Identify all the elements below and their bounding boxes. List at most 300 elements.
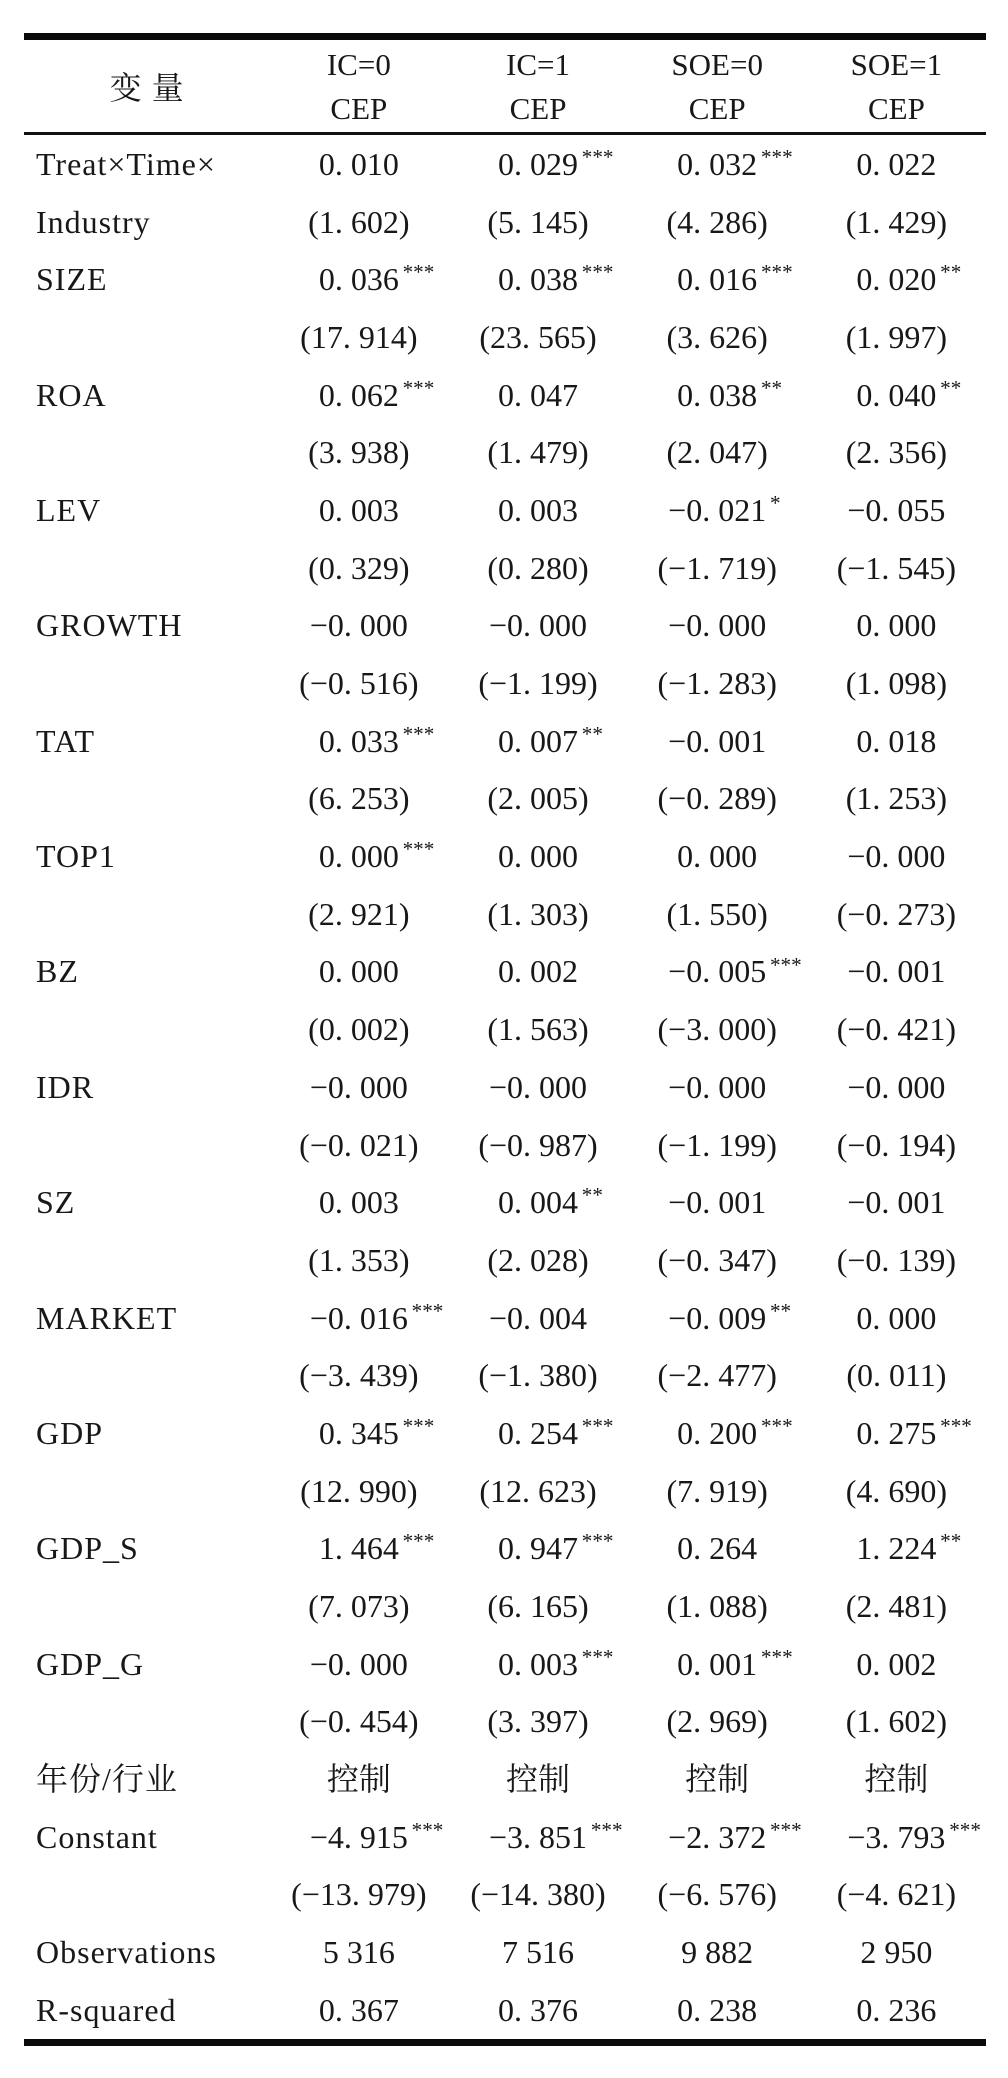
cell-value: −0. 016 ***: [309, 1298, 444, 1336]
cell-value: [807, 1000, 986, 1058]
cell-number: (2. 047): [666, 434, 768, 471]
cell-number: 0. 040: [856, 376, 937, 413]
cell-number: −0. 000: [309, 1645, 408, 1682]
cell-number: 0. 376: [498, 1991, 578, 2028]
header-row: [24, 37, 986, 134]
cell-number: (−14. 380): [470, 1876, 606, 1913]
cell-value: 0. 040 **: [856, 375, 962, 413]
cell-value: [628, 1750, 807, 1808]
cell-number: 1. 464: [318, 1530, 399, 1567]
row-label: BZ: [36, 953, 79, 990]
cell-number: (2. 356): [845, 434, 948, 471]
cell-number: (3. 938): [308, 434, 410, 471]
cell-number: −0. 001: [847, 1184, 946, 1221]
cell-value: [628, 827, 807, 885]
cell-number: (1. 479): [487, 434, 589, 471]
table-row: [24, 597, 986, 655]
cell-number: (1. 602): [308, 203, 410, 240]
cell-value: [628, 654, 807, 712]
header-variable: [24, 37, 269, 134]
cell-number: (−0. 289): [657, 780, 777, 817]
cell-value: [807, 885, 986, 943]
table-row: [24, 1346, 986, 1404]
cell-value: [269, 1000, 448, 1058]
cell-value: [628, 1058, 807, 1116]
row-label: [24, 1000, 269, 1058]
row-label: IDR: [36, 1068, 95, 1105]
cell-number: −0. 005: [668, 953, 767, 990]
cell-number: (−0. 421): [836, 1011, 957, 1048]
cell-value: [628, 885, 807, 943]
cell-value: [448, 1923, 627, 1981]
row-label: [24, 308, 269, 366]
table-row: [24, 654, 986, 712]
cell-value: [448, 366, 627, 424]
cell-number: (7. 919): [666, 1472, 768, 1509]
cell-number: 1. 224: [856, 1530, 937, 1567]
cell-number: (−0. 273): [836, 895, 957, 932]
cell-value: [628, 423, 807, 481]
cell-number: 0. 029: [498, 145, 578, 182]
table-row: [24, 770, 986, 828]
cell-number: −0. 004: [488, 1299, 588, 1336]
cell-number: 0. 033: [318, 722, 399, 759]
cell-number: −3. 793: [847, 1818, 946, 1855]
dep-var-label: CEP: [688, 90, 746, 126]
table-row: [24, 885, 986, 943]
cell-number: 0. 038: [677, 376, 758, 413]
cell-value: [807, 134, 986, 193]
cell-number: 控制: [506, 1761, 571, 1798]
cell-number: (−1. 199): [657, 1126, 777, 1163]
cell-number: 0. 947: [498, 1530, 578, 1567]
cell-value: [448, 597, 627, 655]
cell-value: 0. 033 ***: [318, 721, 435, 759]
cell-number: (−0. 454): [299, 1703, 419, 1740]
cell-number: −0. 000: [488, 607, 588, 644]
table-row: [24, 1000, 986, 1058]
cell-number: 0. 022: [856, 145, 937, 182]
table-row: [24, 1173, 986, 1231]
row-label: Treat×Time×: [36, 145, 216, 182]
cell-number: (−0. 347): [657, 1241, 777, 1278]
row-label: [24, 1462, 269, 1520]
cell-value: [807, 1462, 986, 1520]
cell-value: [269, 134, 448, 193]
cell-number: 0. 275: [856, 1414, 937, 1451]
cell-value: [448, 1462, 627, 1520]
cell-number: 0. 018: [856, 722, 937, 759]
cell-value: [807, 193, 986, 251]
cell-value: 0. 254 ***: [498, 1414, 614, 1451]
cell-value: 0. 275 ***: [856, 1414, 972, 1451]
cell-value: [807, 481, 986, 539]
table-row: [24, 1635, 986, 1693]
cell-value: [269, 1635, 448, 1693]
cell-number: (6. 165): [487, 1588, 589, 1625]
cell-number: 0. 000: [318, 953, 399, 990]
row-label: [24, 1577, 269, 1635]
cell-number: −0. 001: [847, 953, 946, 990]
table-row: [24, 712, 986, 770]
cell-value: [269, 1866, 448, 1924]
row-label: [24, 770, 269, 828]
cell-value: −0. 005 ***: [668, 952, 802, 990]
cell-value: [269, 1577, 448, 1635]
row-label: Constant: [36, 1818, 158, 1855]
header-col-soe0: [628, 37, 807, 134]
cell-value: [448, 1231, 627, 1289]
cell-number: (−3. 000): [657, 1011, 777, 1048]
cell-value: [448, 1866, 627, 1924]
cell-value: [628, 1520, 807, 1578]
cell-value: [269, 1173, 448, 1231]
cell-value: [628, 712, 807, 770]
table-row: [24, 1866, 986, 1924]
cell-value: [269, 1462, 448, 1520]
cell-value: [807, 1923, 986, 1981]
cell-value: [628, 1923, 807, 1981]
cell-value: [807, 1866, 986, 1924]
cell-number: (−1. 283): [657, 665, 777, 702]
row-label: 年份/行业: [36, 1761, 178, 1798]
cell-value: [628, 1577, 807, 1635]
cell-value: [448, 1000, 627, 1058]
table-row: [24, 1462, 986, 1520]
row-label: [24, 1866, 269, 1924]
cell-number: 0. 000: [677, 838, 758, 875]
cell-number: (−1. 380): [478, 1357, 598, 1394]
row-label: GROWTH: [36, 607, 183, 644]
cell-number: −0. 000: [668, 1068, 767, 1105]
cell-value: [269, 539, 448, 597]
cell-value: [807, 770, 986, 828]
row-label: GDP_G: [36, 1645, 145, 1682]
dep-var-label: CEP: [509, 90, 567, 126]
cell-value: [807, 1750, 986, 1808]
cell-number: −0. 001: [668, 1184, 767, 1221]
dep-var-label: CEP: [867, 90, 925, 126]
row-label: GDP_S: [36, 1530, 139, 1567]
cell-value: 0. 003 ***: [498, 1644, 614, 1682]
cell-value: [448, 193, 627, 251]
cell-number: 0. 367: [318, 1991, 399, 2028]
cell-number: (−0. 139): [836, 1241, 957, 1278]
cell-value: [628, 1231, 807, 1289]
cell-value: −0. 021 *: [668, 491, 781, 528]
table-row: [24, 1231, 986, 1289]
cell-number: 0. 236: [856, 1991, 937, 2028]
cell-value: [448, 654, 627, 712]
cell-number: 0. 000: [856, 607, 937, 644]
row-label: Observations: [36, 1934, 217, 1971]
cell-value: 0. 038 ***: [498, 260, 614, 298]
cell-number: (1. 429): [845, 203, 948, 240]
cell-value: [269, 1346, 448, 1404]
cell-value: [628, 539, 807, 597]
cell-number: (−0. 987): [478, 1126, 598, 1163]
cell-value: [448, 1116, 627, 1174]
table-row: [24, 1923, 986, 1981]
cell-value: 0. 000 ***: [318, 837, 435, 875]
cell-number: (0. 280): [487, 549, 589, 586]
table-row: [24, 1981, 986, 2042]
cell-number: 5 316: [322, 1934, 395, 1971]
cell-value: [628, 308, 807, 366]
cell-number: (−1. 545): [836, 549, 957, 586]
cell-number: (12. 623): [479, 1472, 597, 1509]
cell-number: 0. 001: [677, 1645, 758, 1682]
cell-number: (1. 550): [666, 895, 768, 932]
cell-number: 控制: [326, 1761, 391, 1798]
cell-value: 0. 200 ***: [677, 1414, 793, 1451]
cell-value: 0. 032 ***: [677, 144, 793, 182]
cell-value: [628, 1693, 807, 1751]
table-row: [24, 193, 986, 251]
cell-value: 0. 036 ***: [318, 260, 435, 298]
table-row: [24, 1520, 986, 1578]
row-label: MARKET: [36, 1299, 178, 1336]
cell-number: (2. 005): [487, 780, 589, 817]
cell-value: [807, 423, 986, 481]
cell-value: [628, 1866, 807, 1924]
cell-number: 0. 016: [677, 261, 758, 298]
cell-number: −2. 372: [668, 1818, 767, 1855]
cell-number: 0. 003: [498, 1645, 578, 1682]
cell-value: [628, 1173, 807, 1231]
cell-number: −0. 009: [668, 1299, 767, 1336]
row-label: ROA: [36, 376, 107, 413]
header-col-ic1: [448, 37, 627, 134]
header-col-ic0: [269, 37, 448, 134]
cell-value: [628, 597, 807, 655]
table-row: [24, 308, 986, 366]
regression-results-table: [24, 33, 986, 2046]
cell-number: −0. 000: [488, 1068, 588, 1105]
table-row: [24, 539, 986, 597]
cell-value: [448, 1750, 627, 1808]
row-label: Industry: [36, 203, 151, 240]
cell-number: 0. 000: [856, 1299, 937, 1336]
table-row: [24, 1693, 986, 1751]
cell-value: −3. 851 ***: [488, 1817, 623, 1855]
table-row: [24, 481, 986, 539]
cell-number: (1. 353): [308, 1241, 410, 1278]
cell-number: 0. 004: [498, 1184, 578, 1221]
cell-number: (12. 990): [300, 1472, 418, 1509]
table-row: [24, 827, 986, 885]
cell-value: −4. 915 ***: [309, 1817, 444, 1855]
cell-number: (0. 002): [308, 1011, 410, 1048]
group-label: SOE=0: [671, 46, 763, 82]
row-label: TAT: [36, 722, 96, 759]
cell-value: [269, 1750, 448, 1808]
cell-number: −0. 016: [309, 1299, 408, 1336]
row-label: [24, 1693, 269, 1751]
row-label: [24, 1231, 269, 1289]
cell-number: 0. 238: [677, 1991, 758, 2028]
cell-value: [628, 1116, 807, 1174]
cell-number: (6. 253): [308, 780, 410, 817]
cell-value: [807, 943, 986, 1001]
cell-value: [807, 1981, 986, 2042]
cell-value: −3. 793 ***: [847, 1817, 981, 1855]
cell-number: (0. 329): [308, 549, 410, 586]
cell-value: [448, 885, 627, 943]
table-row: [24, 1116, 986, 1174]
table-row: [24, 1577, 986, 1635]
cell-value: [448, 1577, 627, 1635]
cell-value: [448, 1058, 627, 1116]
cell-number: 0. 003: [318, 1184, 399, 1221]
table-row: [24, 1404, 986, 1462]
cell-number: (1. 253): [845, 780, 948, 817]
cell-number: 0. 000: [318, 838, 399, 875]
cell-number: 0. 003: [318, 491, 399, 528]
cell-number: 0. 003: [498, 491, 578, 528]
cell-number: 0. 038: [498, 261, 578, 298]
cell-value: 0. 345 ***: [318, 1414, 435, 1451]
row-label: [24, 885, 269, 943]
cell-value: [269, 885, 448, 943]
cell-number: (23. 565): [479, 318, 597, 355]
cell-number: −0. 055: [847, 491, 946, 528]
cell-number: 0. 345: [318, 1414, 399, 1451]
cell-number: (−0. 194): [836, 1126, 957, 1163]
dep-var-label: CEP: [330, 90, 388, 126]
cell-value: [269, 1116, 448, 1174]
cell-value: [448, 1289, 627, 1347]
cell-value: [269, 308, 448, 366]
cell-value: [807, 1116, 986, 1174]
cell-value: 0. 947 ***: [498, 1529, 614, 1567]
table-header: [24, 37, 986, 134]
cell-value: [807, 597, 986, 655]
cell-number: (1. 563): [487, 1011, 589, 1048]
cell-number: (−4. 621): [836, 1876, 957, 1913]
cell-value: [448, 539, 627, 597]
cell-number: 0. 010: [318, 145, 399, 182]
table-body: [24, 134, 986, 2043]
cell-number: (1. 088): [666, 1588, 768, 1625]
cell-value: [448, 481, 627, 539]
row-label: [24, 654, 269, 712]
cell-value: [807, 1346, 986, 1404]
cell-value: [807, 1635, 986, 1693]
cell-value: [269, 597, 448, 655]
cell-number: (3. 397): [487, 1703, 589, 1740]
cell-value: [628, 193, 807, 251]
cell-value: [269, 770, 448, 828]
cell-value: [269, 1058, 448, 1116]
cell-value: [269, 1981, 448, 2042]
cell-value: 0. 001 ***: [677, 1644, 793, 1682]
cell-value: [807, 1577, 986, 1635]
cell-number: 0. 032: [677, 145, 758, 182]
cell-number: (2. 969): [666, 1703, 768, 1740]
table-row: [24, 1750, 986, 1808]
cell-value: [448, 423, 627, 481]
table-row: [24, 134, 986, 193]
cell-number: 2 950: [860, 1934, 933, 1971]
row-label: GDP: [36, 1414, 104, 1451]
cell-value: [448, 1346, 627, 1404]
cell-number: 7 516: [502, 1934, 574, 1971]
cell-value: 0. 029 ***: [498, 144, 614, 182]
cell-value: 0. 038 **: [677, 375, 783, 413]
group-label: IC=1: [506, 46, 570, 82]
cell-value: 0. 016 ***: [677, 260, 793, 298]
cell-number: (−3. 439): [299, 1357, 419, 1394]
cell-number: −0. 000: [668, 607, 767, 644]
cell-number: (4. 286): [666, 203, 768, 240]
header-col-soe1: [807, 37, 986, 134]
cell-number: (−0. 021): [299, 1126, 419, 1163]
row-label: [24, 1116, 269, 1174]
cell-value: −0. 009 **: [668, 1298, 792, 1336]
cell-value: [269, 1231, 448, 1289]
row-label: SIZE: [36, 261, 108, 298]
cell-number: (3. 626): [666, 318, 768, 355]
cell-value: [807, 308, 986, 366]
cell-value: [807, 1231, 986, 1289]
cell-value: [448, 1981, 627, 2042]
cell-value: [269, 423, 448, 481]
cell-number: 0. 254: [498, 1414, 578, 1451]
cell-number: 控制: [864, 1761, 929, 1798]
cell-number: (4. 690): [845, 1472, 948, 1509]
cell-value: [628, 770, 807, 828]
cell-value: [628, 1000, 807, 1058]
cell-number: (1. 303): [487, 895, 589, 932]
cell-number: 0. 047: [498, 376, 578, 413]
cell-number: (5. 145): [487, 203, 589, 240]
cell-number: (2. 028): [487, 1241, 589, 1278]
cell-number: (7. 073): [308, 1588, 410, 1625]
cell-value: 1. 464 ***: [318, 1529, 435, 1567]
cell-number: −0. 001: [668, 722, 767, 759]
table-row: [24, 250, 986, 308]
cell-value: [269, 1923, 448, 1981]
cell-number: −0. 021: [668, 491, 767, 528]
cell-value: [807, 1173, 986, 1231]
cell-value: [269, 1693, 448, 1751]
cell-number: −0. 000: [847, 1068, 946, 1105]
variable-label: 变量: [109, 70, 194, 106]
cell-number: (0. 011): [846, 1357, 947, 1394]
cell-value: [807, 654, 986, 712]
row-label: TOP1: [36, 838, 116, 875]
cell-value: [269, 654, 448, 712]
cell-number: (−1. 199): [478, 665, 598, 702]
cell-number: 0. 036: [318, 261, 399, 298]
group-label: IC=0: [326, 46, 391, 82]
cell-value: [807, 827, 986, 885]
cell-number: 0. 000: [498, 838, 578, 875]
cell-value: [448, 1693, 627, 1751]
table-row: [24, 1289, 986, 1347]
cell-number: (−13. 979): [291, 1876, 427, 1913]
cell-value: [448, 308, 627, 366]
row-label: LEV: [36, 491, 102, 528]
cell-number: 0. 062: [318, 376, 399, 413]
cell-number: 0. 200: [677, 1414, 758, 1451]
cell-value: [448, 943, 627, 1001]
table-row: [24, 943, 986, 1001]
cell-value: [807, 712, 986, 770]
cell-value: [807, 1289, 986, 1347]
cell-number: 0. 007: [498, 722, 578, 759]
